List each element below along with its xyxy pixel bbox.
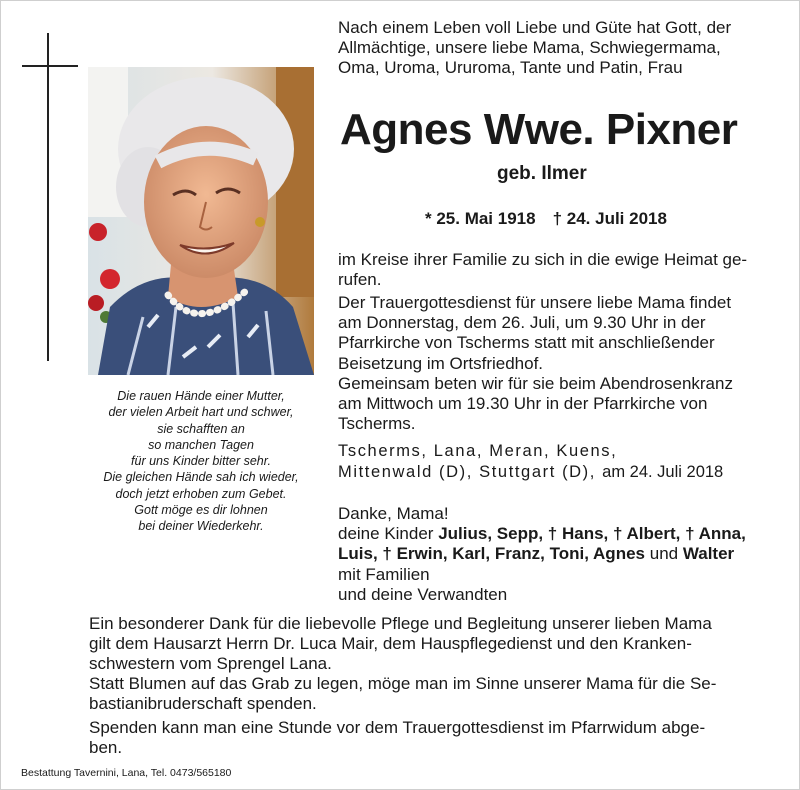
paragraph-line: Der Trauergottesdienst für unsere liebe Mama findet	[338, 293, 732, 312]
paragraph-line: Beisetzung im Ortsfriedhof.	[338, 353, 544, 373]
poem-line: so manchen Tagen	[148, 437, 254, 452]
called-home-paragraph	[338, 250, 747, 290]
portrait-illustration	[88, 67, 314, 375]
special-thanks-paragraph	[89, 614, 712, 675]
places-line	[338, 462, 723, 483]
family-signature	[338, 504, 746, 605]
funeral-service-paragraph	[338, 293, 731, 374]
notice-date: am 24. Juli 2018	[602, 463, 724, 481]
conjunction: und	[649, 544, 679, 564]
portrait-photo	[88, 67, 314, 375]
cross-horizontal-bar	[22, 65, 78, 67]
paragraph-line: Statt Blumen auf das Grab zu legen, möge man im Sinne unserer Mama für die Se-	[89, 674, 717, 693]
life-dates	[425, 209, 667, 229]
paragraph-line: gilt dem Hausarzt Herrn Dr. Luca Mair, dem Hauspflegedienst und den Kranken-	[89, 634, 692, 654]
birth-name: geb. Ilmer	[497, 163, 587, 184]
paragraph-line: ben.	[89, 738, 123, 758]
paragraph-line: Ein besonderer Dank für die liebevolle Pflege und Begleitung unserer lieben Mama	[89, 614, 712, 633]
places-text: Mittenwald (D), Stuttgart (D),	[338, 463, 596, 481]
family-line: mit Familien	[338, 564, 430, 584]
intro-line: Allmächtige, unsere liebe Mama, Schwiegermama,	[338, 38, 721, 58]
deceased-name: Agnes Wwe. Pixner	[340, 105, 738, 154]
paragraph-line: Gemeinsam beten wir für sie beim Abendrosenkranz	[338, 374, 733, 393]
birth-date: * 25. Mai 1918	[425, 209, 536, 228]
paragraph-line: schwestern vom Sprengel Lana.	[89, 654, 332, 674]
poem-line: für uns Kinder bitter sehr.	[131, 454, 271, 469]
children-names: Luis, † Erwin, Karl, Franz, Toni, Agnes	[338, 544, 645, 564]
paragraph-line: Tscherms.	[338, 414, 416, 434]
family-line: und deine Verwandten	[338, 584, 508, 604]
paragraph-line: am Donnerstag, dem 26. Juli, um 9.30 Uhr in der	[338, 313, 706, 333]
rosary-paragraph	[338, 374, 733, 435]
children-names: Walter	[682, 544, 735, 564]
children-prefix: deine Kinder	[338, 524, 434, 544]
paragraph-line: am Mittwoch um 19.30 Uhr in der Pfarrkirche von	[338, 394, 708, 414]
paragraph-line: Pfarrkirche von Tscherms statt mit anschließender	[338, 333, 715, 353]
children-line	[338, 544, 746, 564]
paragraph-line: bastianibruderschaft spenden.	[89, 694, 317, 714]
donation-paragraph	[89, 674, 716, 714]
children-names: Julius, Sepp, † Hans, † Albert, † Anna,	[438, 524, 746, 544]
thanks-line: Danke, Mama!	[338, 504, 449, 523]
intro-line: Oma, Uroma, Ururoma, Tante und Patin, Frau	[338, 58, 683, 78]
paragraph-line: Spenden kann man eine Stunde vor dem Trauergottesdienst im Pfarrwidum abge-	[89, 718, 706, 737]
cross-vertical-bar	[47, 33, 49, 361]
intro-line: Nach einem Leben voll Liebe und Güte hat Gott, der	[338, 18, 732, 37]
poem-line: Gott möge es dir lohnen	[134, 503, 268, 518]
paragraph-line: im Kreise ihrer Familie zu sich in die ewige Heimat ge-	[338, 250, 748, 269]
poem-line: Die rauen Hände einer Mutter,	[117, 389, 285, 403]
children-line	[338, 524, 746, 544]
poem-line: sie schafften an	[157, 421, 245, 436]
paragraph-line: rufen.	[338, 270, 382, 290]
poem-line: Die gleichen Hände sah ich wieder,	[103, 470, 299, 485]
poem-line: doch jetzt erhoben zum Gebet.	[115, 486, 287, 501]
places-line: Tscherms, Lana, Meran, Kuens,	[338, 442, 618, 460]
poem-line: bei deiner Wiederkehr.	[138, 519, 264, 534]
donation-time-paragraph	[89, 718, 705, 758]
death-date: † 24. Juli 2018	[552, 209, 667, 228]
poem	[88, 388, 314, 535]
funeral-home-credit: Bestattung Tavernini, Lana, Tel. 0473/565180	[21, 767, 232, 779]
intro-text	[338, 18, 731, 79]
places-and-date	[338, 441, 723, 483]
poem-line: der vielen Arbeit hart und schwer,	[108, 405, 294, 420]
